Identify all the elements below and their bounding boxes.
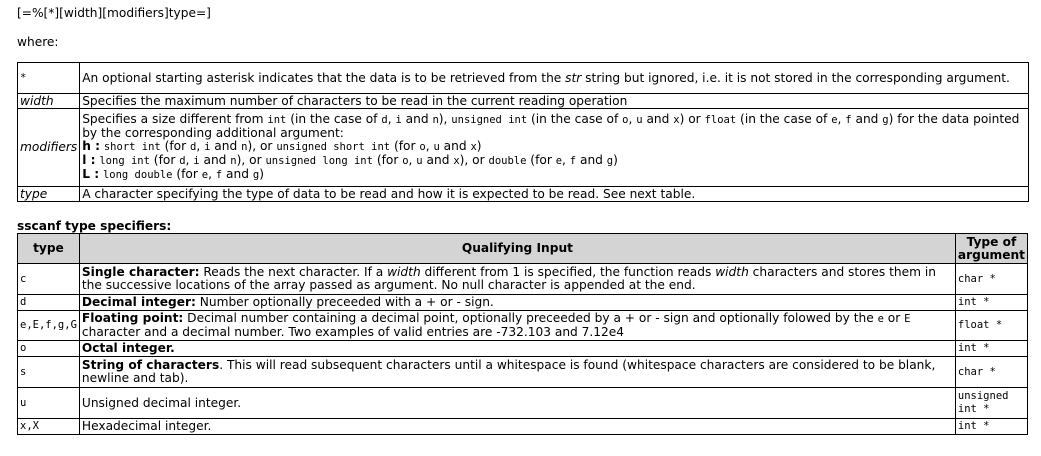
table-row	[18, 311, 1028, 341]
input-cell: Hexadecimal integer.	[79, 419, 955, 435]
param-key: type	[18, 187, 80, 202]
table-row	[18, 109, 1029, 187]
syntax-line: [=%[*][width][modifiers]type=]	[17, 6, 211, 20]
modifier-h: h : short int (for d, i and n), or unsigned short int (for o, u and x)	[82, 139, 482, 153]
type-cell: e,E,f,g,G	[18, 311, 80, 341]
arg-cell: int *	[955, 295, 1027, 311]
table-row	[18, 341, 1028, 357]
type-cell: o	[18, 341, 80, 357]
table-row	[18, 264, 1028, 295]
param-desc	[80, 109, 1029, 187]
modifier-L: L : long double (for e, f and g)	[82, 167, 264, 181]
arg-cell: char *	[955, 264, 1027, 295]
param-desc: Specifies the maximum number of characters to be read in the current reading operation	[80, 94, 1029, 109]
section-title: sscanf type specifiers:	[17, 219, 172, 233]
column-header-arg: Type of argument	[955, 234, 1027, 264]
param-key: modifiers	[18, 109, 80, 187]
table-row	[18, 388, 1028, 419]
table-row	[18, 94, 1029, 109]
arg-cell: unsigned int *	[955, 388, 1027, 419]
type-cell: s	[18, 357, 80, 388]
table-row	[18, 419, 1028, 435]
table-row	[18, 187, 1029, 202]
column-header-type: type	[18, 234, 80, 264]
input-cell: Octal integer.	[79, 341, 955, 357]
param-key: width	[18, 94, 80, 109]
param-desc: An optional starting asterisk indicates that the data is to be retrieved from the str string but ignored, i.e. it is not stored in the corresponding argument.	[80, 63, 1029, 94]
arg-cell: char *	[955, 357, 1027, 388]
modifier-l: l : long int (for d, i and n), or unsigned long int (for o, u and x), or double (for e, f and g)	[82, 153, 618, 167]
input-cell: Single character: Reads the next character. If a width different from 1 is specified, the function reads width characters and stores them in the successive locations of the array passed as argument. No null character is appended at the end.	[79, 264, 955, 295]
modifiers-intro: Specifies a size different from int (in the case of d, i and n), unsigned int (in the case of o, u and x) or float (in the case of e, f and g) for the data pointed by the corresponding additional argument:	[82, 112, 1020, 140]
table-row	[18, 63, 1029, 94]
column-header-input: Qualifying Input	[79, 234, 955, 264]
param-key: *	[18, 63, 80, 94]
table-header-row	[18, 234, 1028, 264]
arg-cell: int *	[955, 341, 1027, 357]
type-cell: u	[18, 388, 80, 419]
param-desc: A character specifying the type of data to be read and how it is expected to be read. See next table.	[80, 187, 1029, 202]
arg-cell: float *	[955, 311, 1027, 341]
input-cell: String of characters. This will read subsequent characters until a whitespace is found (whitespace characters are considered to be blank, newline and tab).	[79, 357, 955, 388]
input-cell: Floating point: Decimal number containing a decimal point, optionally preceeded by a + or - sign and optionally folowed by the e or E character and a decimal number. Two examples of valid entries are -732.103 and 7.12e4	[79, 311, 955, 341]
type-specifiers-table	[17, 233, 1028, 435]
format-parameters-table	[17, 62, 1029, 202]
input-cell: Decimal integer: Number optionally preceeded with a + or - sign.	[79, 295, 955, 311]
table-row	[18, 357, 1028, 388]
type-cell: d	[18, 295, 80, 311]
arg-cell: int *	[955, 419, 1027, 435]
type-cell: c	[18, 264, 80, 295]
where-label: where:	[17, 35, 59, 49]
type-cell: x,X	[18, 419, 80, 435]
input-cell: Unsigned decimal integer.	[79, 388, 955, 419]
table-row	[18, 295, 1028, 311]
